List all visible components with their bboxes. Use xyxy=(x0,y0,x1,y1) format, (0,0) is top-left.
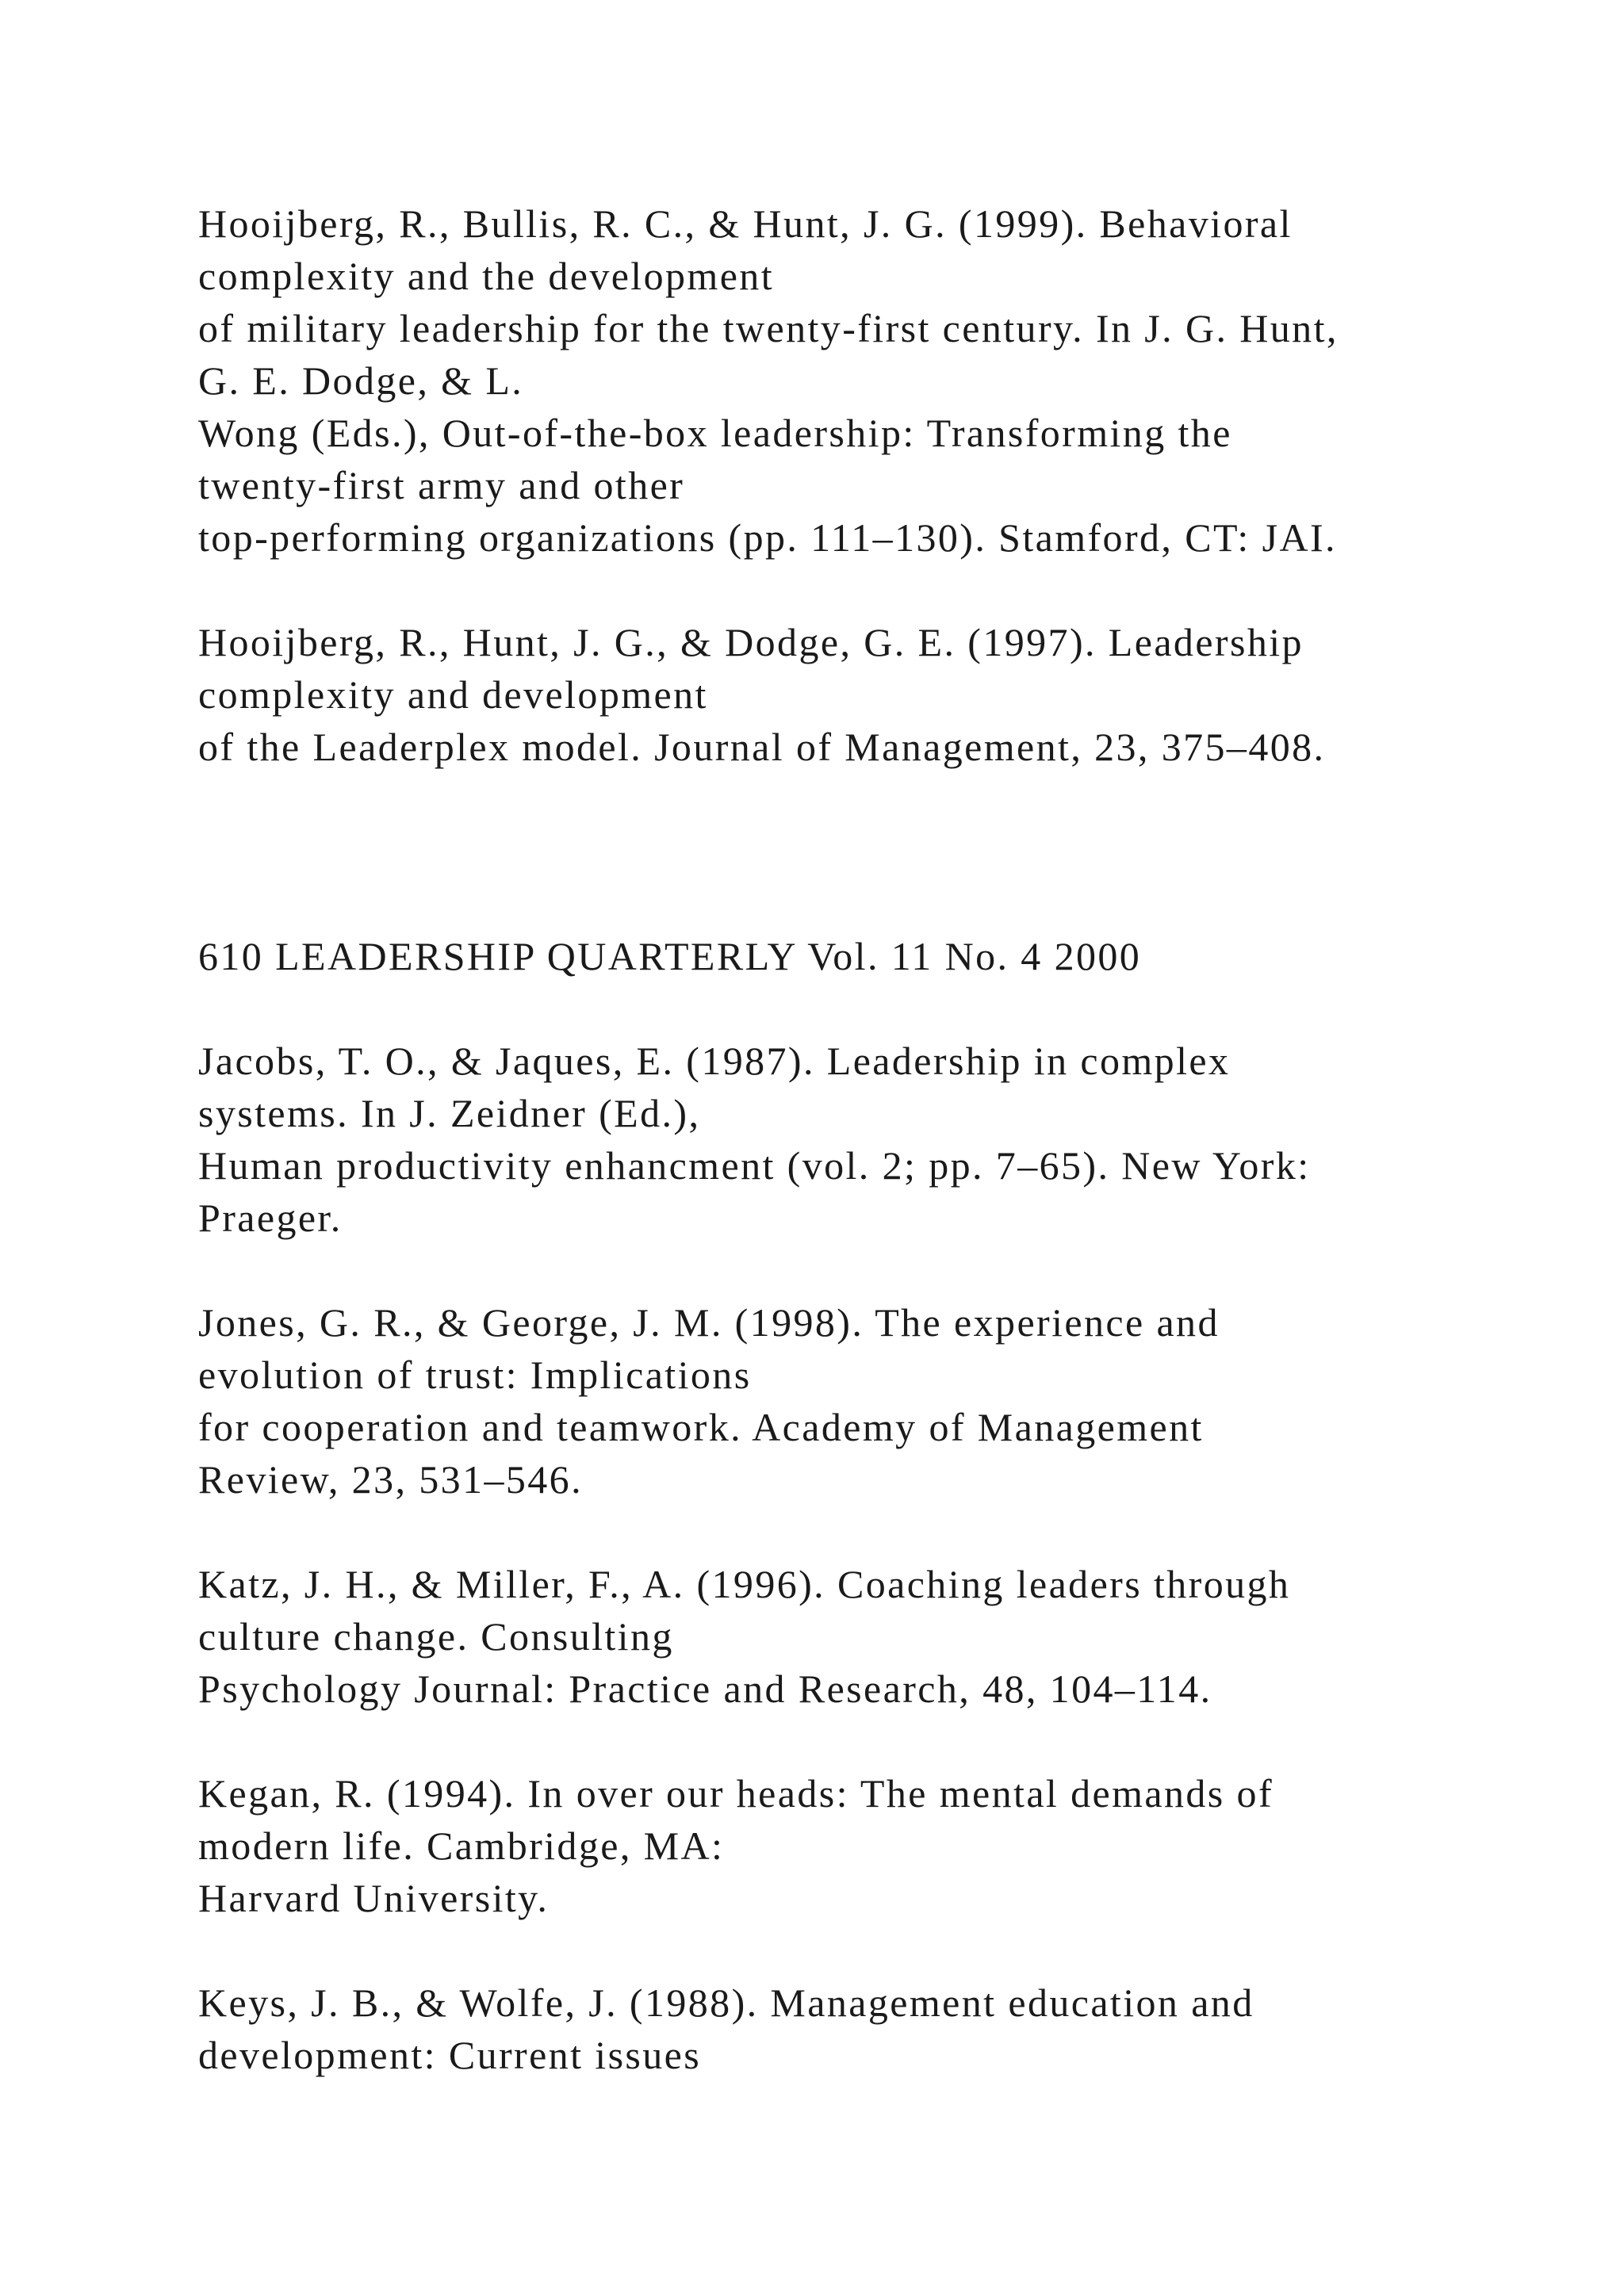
reference-line: development: Current issues xyxy=(198,2033,702,2077)
reference-line: complexity and the development xyxy=(198,254,774,298)
reference-line: Keys, J. B., & Wolfe, J. (1988). Management education and xyxy=(198,1980,1254,2025)
reference-line: G. E. Dodge, & L. xyxy=(198,358,524,403)
reference-line: Review, 23, 531–546. xyxy=(198,1457,583,1502)
reference-line: complexity and development xyxy=(198,672,708,717)
reference-line: twenty-first army and other xyxy=(198,463,685,507)
reference-line: Praeger. xyxy=(198,1196,343,1240)
reference-line: Kegan, R. (1994). In over our heads: The mental demands of xyxy=(198,1771,1274,1816)
reference-line: culture change. Consulting xyxy=(198,1614,674,1659)
reference-line: Wong (Eds.), Out-of-the-box leadership: Transforming the xyxy=(198,411,1232,455)
reference-line: for cooperation and teamwork. Academy of Management xyxy=(198,1405,1204,1449)
reference-line: Jacobs, T. O., & Jaques, E. (1987). Leadership in complex xyxy=(198,1039,1231,1083)
reference-line: top-performing organizations (pp. 111–130). Stamford, CT: JAI. xyxy=(198,515,1337,560)
reference-line: of the Leaderplex model. Journal of Management, 23, 375–408. xyxy=(198,725,1326,769)
reference-line: systems. In J. Zeidner (Ed.), xyxy=(198,1091,701,1135)
reference-line: Hooijberg, R., Hunt, J. G., & Dodge, G. E. (1997). Leadership xyxy=(198,620,1304,664)
reference-line: Jones, G. R., & George, J. M. (1998). The experience and xyxy=(198,1300,1220,1345)
reference-line: modern life. Cambridge, MA: xyxy=(198,1823,725,1868)
reference-line: Harvard University. xyxy=(198,1876,550,1920)
reference-line: Hooijberg, R., Bullis, R. C., & Hunt, J. G. (1999). Behavioral xyxy=(198,201,1293,246)
reference-line: Psychology Journal: Practice and Research, 48, 104–114. xyxy=(198,1667,1212,1711)
reference-line: of military leadership for the twenty-first century. In J. G. Hunt, xyxy=(198,306,1339,350)
reference-line: evolution of trust: Implications xyxy=(198,1353,752,1397)
reference-line: Katz, J. H., & Miller, F., A. (1996). Coaching leaders through xyxy=(198,1562,1291,1606)
reference-line: Human productivity enhancment (vol. 2; pp. 7–65). New York: xyxy=(198,1143,1311,1188)
running-header: 610 LEADERSHIP QUARTERLY Vol. 11 No. 4 2000 xyxy=(198,934,1142,978)
